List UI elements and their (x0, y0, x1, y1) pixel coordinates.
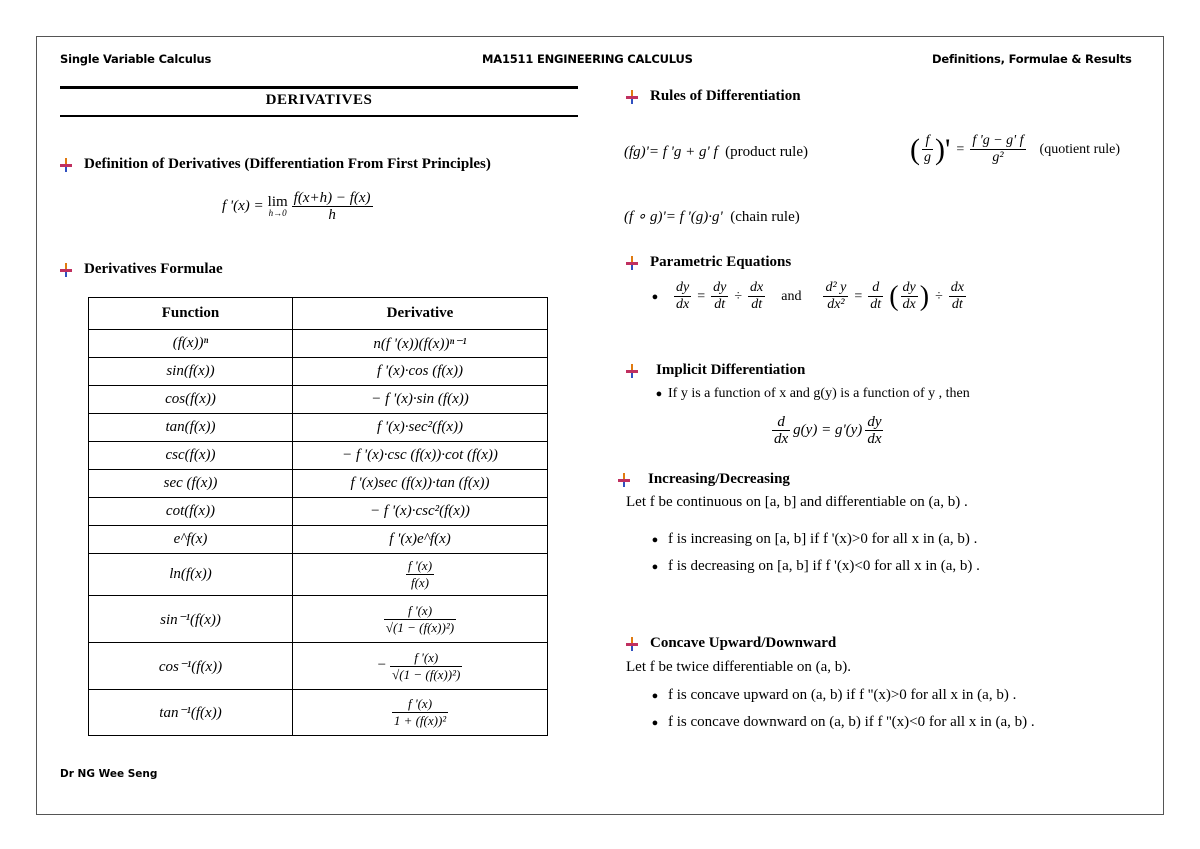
derivatives-table (88, 297, 548, 736)
arrow-bullet-icon (626, 637, 638, 651)
arrow-bullet-icon (626, 90, 638, 104)
incdec-item-2: ● f is decreasing on [a, b] if f '(x)<0 for all x in (a, b) . (651, 558, 980, 574)
table-row: cos⁻¹(f(x)) − $\frac{f '(x)}{\text{√(1 − (f(x))²)}}$ (89, 643, 548, 690)
arrow-bullet-icon (618, 473, 630, 487)
table-row: ln(f(x)) $\frac{f '(x)}{f(x)}$ (89, 554, 548, 596)
definition-formula (222, 190, 373, 223)
table-row: sin(f(x)) f '(x)·cos (f(x)) (89, 358, 548, 386)
table-row: sin⁻¹(f(x)) $\frac{f '(x)}{\text{√(1 − (f(x))²)}}$ (89, 596, 548, 643)
definition-lhs: f '(x) = (222, 198, 264, 214)
product-rule: (fg)'= f 'g + g' f (product rule) (624, 144, 809, 160)
col-function-header: Function (89, 298, 293, 330)
concave-intro: Let f be twice differentiable on (a, b). (626, 659, 852, 675)
table-row: e^f(x) f '(x)e^f(x) (89, 526, 548, 554)
concave-item-2: ● f is concave downward on (a, b) if f ''(x)<0 for all x in (a, b) . (651, 714, 1035, 730)
implicit-heading: Implicit Differentiation (626, 362, 805, 379)
quotient-rule: ( $\frac{f}{g}$ )' = $\frac{f 'g - g' f}{\text{g²}}$ (quotient rule) (910, 132, 1121, 166)
table-row: tan(f(x)) f '(x)·sec²(f(x)) (89, 414, 548, 442)
table-row: tan⁻¹(f(x)) $\frac{f '(x)}{\text{1 + (f(x))²}}$ (89, 690, 548, 736)
chain-rule: (f ∘ g)'= f '(g)·g' (chain rule) (624, 209, 800, 225)
parametric-formulas: ● $\frac{dy}{dx}$ = $\frac{dy}{dt}$ ÷ $\frac{dx}{dt}$ and $\frac{\text{d² y}}{\text{dx²}}$ = $\frac{d}{dt}$ ( $\frac{dy}{dx}$ ) ÷ $\frac{dx}{dt}$ (651, 280, 964, 312)
table-row: sec (f(x)) f '(x)sec (f(x))·tan (f(x)) (89, 470, 548, 498)
header-right: Definitions, Formulae & Results (932, 52, 1132, 66)
arrow-bullet-icon (626, 364, 638, 378)
table-row: cos(f(x)) − f '(x)·sin (f(x)) (89, 386, 548, 414)
table-header-row (89, 298, 548, 330)
concave-item-1: ● f is concave upward on (a, b) if f ''(x)>0 for all x in (a, b) . (651, 687, 1017, 703)
limit: lim h→0 (267, 194, 288, 218)
definition-heading: Definition of Derivatives (Differentiation From First Principles) (60, 156, 491, 173)
parametric-heading: Parametric Equations (626, 254, 791, 271)
table-row: cot(f(x)) − f '(x)·csc²(f(x)) (89, 498, 548, 526)
incdec-item-1: ● f is increasing on [a, b] if f '(x)>0 for all x in (a, b) . (651, 531, 978, 547)
arrow-bullet-icon (626, 256, 638, 270)
table-row: (f(x))ⁿ n(f '(x))(f(x))ⁿ⁻¹ (89, 330, 548, 358)
concave-heading: Concave Upward/Downward (626, 635, 836, 652)
incdec-intro: Let f be continuous on [a, b] and differentiable on (a, b) . (626, 494, 968, 510)
incdec-heading: Increasing/Decreasing (618, 471, 790, 488)
arrow-bullet-icon (60, 263, 72, 277)
formulae-heading: Derivatives Formulae (60, 261, 223, 278)
footer-author: Dr NG Wee Seng (60, 768, 158, 780)
implicit-text: ● If y is a function of x and g(y) is a function of y , then (655, 386, 970, 401)
arrow-bullet-icon (60, 158, 72, 172)
table-row: csc(f(x)) − f '(x)·csc (f(x))·cot (f(x)) (89, 442, 548, 470)
col-derivative-header: Derivative (293, 298, 548, 330)
header-left: Single Variable Calculus (60, 52, 212, 66)
rules-heading: Rules of Differentiation (626, 88, 801, 105)
definition-fraction: $\frac{f(x+h) - f(x)}{h}$ (293, 190, 371, 223)
implicit-formula: $\frac{d}{dx}$ g(y) = g'(y) $\frac{dy}{dx}$ (774, 414, 882, 447)
title-rule-top (60, 86, 578, 89)
derivatives-title: DERIVATIVES (265, 92, 373, 108)
header-center: MA1511 ENGINEERING CALCULUS (482, 52, 693, 66)
title-rule-bottom (60, 115, 578, 117)
